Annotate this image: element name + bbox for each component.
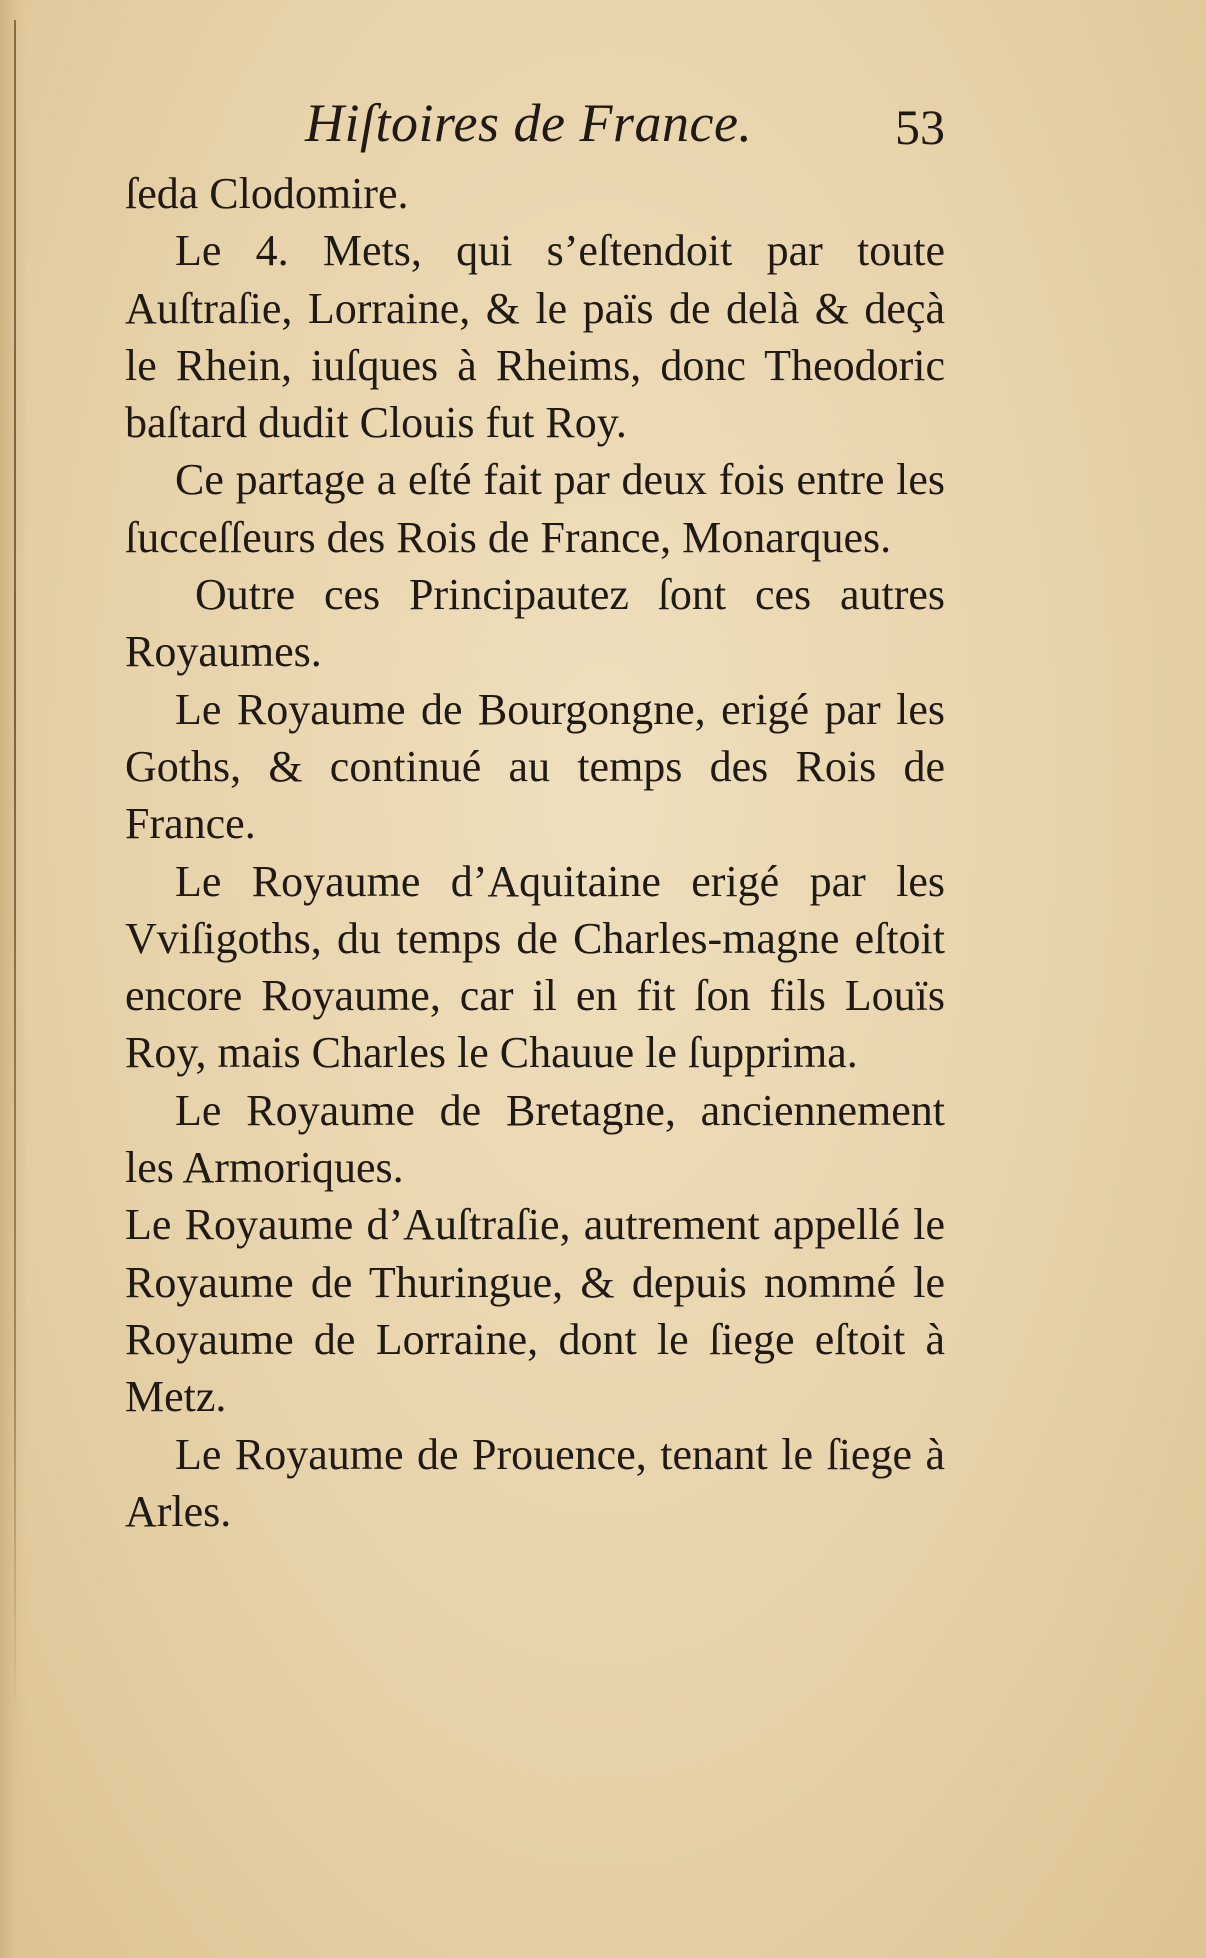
paragraph-metz: Le 4. Mets, qui s’eſtendoit par toute Auſtraſie, Lorraine, & le païs de delà & deçà le Rhein, iuſques à Rheims, donc Theodoric baſtard dudit Clouis fut Roy. xyxy=(125,226,945,448)
paragraph-continuation: ſeda Clodomire. xyxy=(125,169,409,218)
paragraph-partage: Ce partage a eſté fait par deux fois entre les ſucceſſeurs des Rois de France, Monarques. xyxy=(125,455,945,562)
paragraph-autres-royaumes: Outre ces Principautez ſont ces autres Royaumes. xyxy=(125,570,945,677)
paragraph-austrasie: Le Royaume d’Auſtraſie, autrement appellé le Royaume de Thuringue, & depuis nommé le Royaume de Lorraine, dont le ſiege eſtoit à Metz. xyxy=(125,1200,945,1422)
running-title: Hiſtoires de France. xyxy=(305,93,753,153)
gutter-shadow-line xyxy=(14,20,16,1720)
paragraph-prouence: Le Royaume de Prouence, tenant le ſiege à Arles. xyxy=(125,1429,945,1536)
paragraph-bretagne: Le Royaume de Bretagne, anciennement les Armoriques. xyxy=(125,1085,945,1193)
page-number: 53 xyxy=(895,99,945,155)
paragraph-aquitaine: Le Royaume d’Aquitaine erigé par les Vviſigoths, du temps de Charles-magne eſtoit encore Royaume, car il en fit ſon fils Louïs Roy, mais Charles le Chauue le ſupprima. xyxy=(125,856,945,1078)
body-text xyxy=(125,165,945,1540)
paragraph-bourgongne: Le Royaume de Bourgongne, erigé par les Goths, & continué au temps des Rois de France. xyxy=(125,684,945,849)
